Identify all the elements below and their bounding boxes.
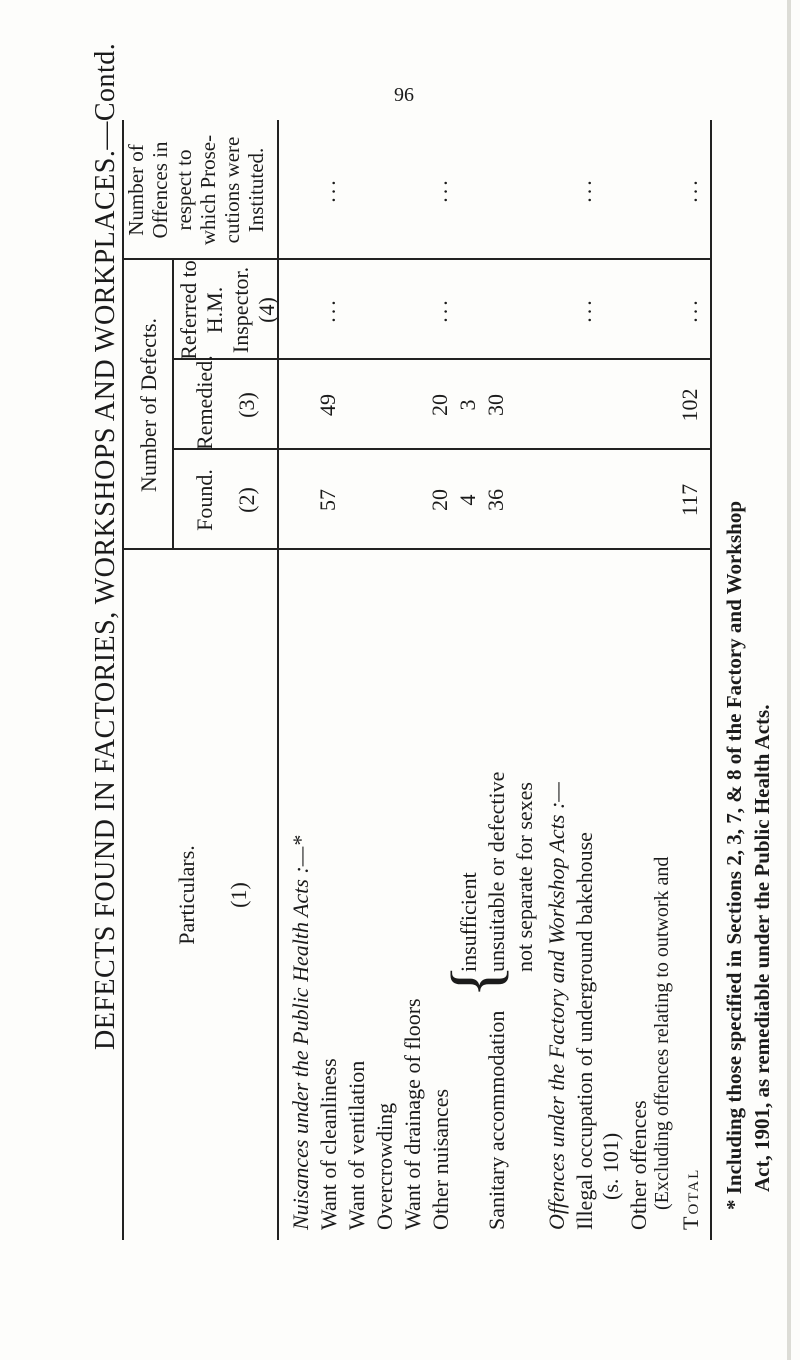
footnote (720, 501, 776, 1210)
row-label-cleanliness: Want of cleanliness (316, 1058, 341, 1230)
prosecution-cleanliness-dots: ... (315, 177, 340, 203)
header-prosecution-line-1: Number of (124, 144, 148, 236)
referred-nuisances-dots: ... (427, 297, 452, 323)
referred-bakehouse-dots: ... (571, 297, 596, 323)
header-referred-num: (4) (254, 297, 279, 323)
header-found: Found. (192, 469, 217, 531)
prosecution-bakehouse-dots: ... (571, 177, 596, 203)
referred-cleanliness-dots: ... (315, 297, 340, 323)
remedied-other-nuisances: 20 (427, 394, 452, 416)
header-remedied: Remedied. (192, 355, 217, 450)
sanitary-brace: { (438, 964, 515, 998)
table-bottom-border (710, 120, 712, 1240)
defects-table (122, 0, 712, 1240)
found-other-nuisances: 20 (427, 489, 452, 511)
row-label-ventilation: Want of ventilation (344, 1060, 369, 1230)
footnote-line-1: * Including those specified in Sections 2, 3, 7, & 8 of the Factory and Workshop (722, 500, 746, 1210)
row-label-other-nuisances: Other nuisances (428, 1088, 453, 1230)
row-label-other-offences: Other offences (626, 1100, 651, 1230)
row-label-excluding (650, 857, 674, 1210)
header-prosecution-line-2: Offences in (148, 141, 172, 239)
prosecution-nuisances-dots: ... (427, 177, 452, 203)
row-label-sanitary: Sanitary accommodation (484, 1010, 509, 1230)
row-label-total: Total (678, 1167, 703, 1230)
header-particulars-num: (1) (226, 882, 251, 908)
header-prosecution-line-6: Instituted. (244, 147, 268, 233)
header-prosecutions (124, 120, 268, 260)
header-defects-group: Number of Defects. (136, 317, 161, 493)
header-referred-line-1: Referred to (176, 260, 201, 360)
header-referred (176, 260, 280, 360)
defects-group-divider (172, 260, 174, 550)
found-total: 117 (677, 483, 702, 517)
row-sub-unsuitable: unsuitable or defective (484, 771, 509, 972)
referred-total-dots: ... (677, 297, 702, 323)
prosecution-total-dots: ... (677, 177, 702, 203)
row-label-offences-heading: Offences under the Factory and Workshop Acts :— (544, 782, 569, 1230)
header-referred-line-3: Inspector. (228, 266, 253, 354)
excluding-line-1: (Excluding offences relating to outwork and (651, 856, 673, 1210)
header-prosecution-line-3: respect to (172, 149, 196, 231)
page-title: DEFECTS FOUND IN FACTORIES, WORKSHOPS AND WORKPLACES.—Contd. (90, 42, 121, 1050)
footnote-line-2: Act, 1901, as remediable under the Public Health Acts. (750, 704, 774, 1192)
remedied-total: 102 (677, 388, 702, 422)
header-referred-line-2: H.M. (202, 286, 227, 334)
page-number: 96 (394, 84, 414, 106)
found-insufficient: 4 (455, 494, 480, 506)
row-sub-not-separate: not separate for sexes (512, 782, 537, 972)
row-label-drainage: Want of drainage of floors (400, 998, 425, 1230)
row-sub-insufficient: insufficient (456, 872, 481, 972)
remedied-cleanliness: 49 (315, 394, 340, 416)
found-cleanliness: 57 (315, 489, 340, 511)
remedied-unsuitable: 30 (483, 394, 508, 416)
found-unsuitable: 36 (483, 489, 508, 511)
header-remedied-num: (3) (234, 392, 259, 418)
row-label-bakehouse-section: (s. 101) (598, 1132, 623, 1200)
table-top-border (122, 120, 124, 1240)
header-found-num: (2) (234, 487, 259, 513)
remedied-insufficient: 3 (455, 399, 480, 411)
header-prosecution-line-4: which Prose- (196, 134, 220, 246)
header-particulars: Particulars. (174, 845, 199, 945)
row-label-bakehouse: Illegal occupation of underground bakehouse (572, 832, 597, 1230)
header-prosecution-line-5: cutions were (220, 136, 244, 244)
row-label-nuisances-heading: Nuisances under the Public Health Acts :—* (288, 835, 313, 1230)
row-label-overcrowding: Overcrowding (372, 1102, 397, 1230)
